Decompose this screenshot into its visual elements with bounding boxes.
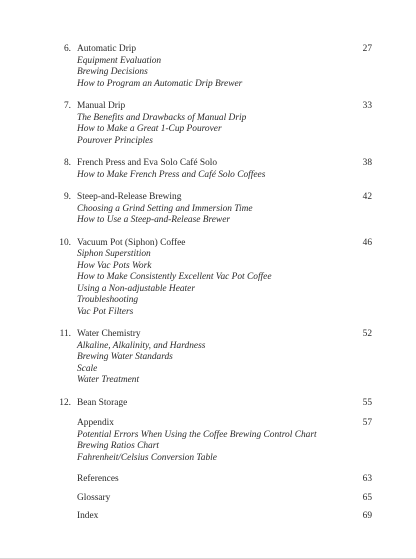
page-number: 69: [362, 511, 372, 521]
chapter-title: Appendix: [77, 418, 114, 428]
chapter-number: 10.: [59, 237, 71, 248]
section-title: Siphon Superstition: [77, 249, 151, 259]
page-number: 63: [362, 474, 372, 484]
section-list: [50, 113, 372, 148]
chapter-number: 12.: [59, 397, 71, 408]
page-number: 55: [362, 397, 372, 408]
section-title: Pourover Principles: [77, 135, 153, 146]
chapter-title: Index: [77, 511, 99, 521]
section-title: Scale: [77, 363, 98, 374]
section-list: [50, 430, 372, 465]
page-number: 52: [362, 329, 372, 339]
page-number: 42: [362, 192, 372, 202]
toc-entry-bean-storage: [50, 398, 372, 410]
section-list: [50, 341, 372, 387]
section-title: Vac Pot Filters: [77, 306, 134, 317]
chapter-title: Manual Drip: [77, 101, 126, 111]
chapter-title: Steep-and-Release Brewing: [77, 192, 182, 202]
toc-entry-water-chemistry: [50, 329, 372, 387]
chapter-title: Glossary: [77, 492, 111, 503]
page-number: 57: [362, 418, 372, 428]
page-number: 38: [362, 158, 372, 168]
toc-entry-index: [50, 511, 372, 523]
toc-entry-steep-and-release: [50, 192, 372, 227]
toc-entry-references: [50, 474, 372, 486]
toc-entry-appendix: [50, 418, 372, 464]
section-title: Fahrenheit/Celsius Conversion Table: [77, 452, 217, 463]
chapter-title: References: [77, 474, 119, 484]
table-of-contents: [50, 40, 372, 523]
toc-entry-glossary: [50, 493, 372, 505]
section-list: [50, 204, 372, 227]
section-title: Brewing Ratios Chart: [77, 441, 159, 451]
section-title: How to Make French Press and Café Solo Coffees: [77, 169, 266, 180]
section-list: [50, 56, 372, 91]
chapter-number: 8.: [63, 158, 71, 168]
page-number: 46: [362, 237, 372, 248]
section-title: How Vac Pots Work: [77, 260, 152, 271]
page-number: 27: [362, 44, 372, 54]
toc-entry-automatic-drip: [50, 44, 372, 90]
toc-entry-manual-drip: [50, 101, 372, 147]
chapter-title: French Press and Eva Solo Café Solo: [77, 158, 218, 168]
section-title: Troubleshooting: [77, 295, 139, 305]
toc-entry-french-press: [50, 158, 372, 181]
section-list: [50, 170, 372, 182]
section-title: How to Use a Steep-and-Release Brewer: [77, 215, 230, 225]
section-title: Brewing Water Standards: [77, 352, 173, 362]
section-title: Alkaline, Alkalinity, and Hardness: [77, 340, 206, 351]
section-list: [50, 249, 372, 318]
section-title: Potential Errors When Using the Coffee Brewing Control Chart: [77, 429, 317, 440]
section-title: The Benefits and Drawbacks of Manual Drip: [77, 112, 247, 123]
toc-entry-vacuum-pot: [50, 238, 372, 319]
chapter-number: 7.: [63, 101, 71, 111]
page-number: 65: [362, 492, 372, 503]
chapter-number: 9.: [63, 192, 71, 202]
section-title: How to Make Consistently Excellent Vac Pot Coffee: [77, 272, 272, 282]
chapter-title: Bean Storage: [77, 397, 128, 408]
section-title: Brewing Decisions: [77, 67, 148, 77]
chapter-title: Vacuum Pot (Siphon) Coffee: [77, 237, 186, 248]
page-number: 33: [362, 101, 372, 111]
chapter-title: Automatic Drip: [77, 44, 137, 54]
chapter-title: Water Chemistry: [77, 329, 141, 339]
section-title: Equipment Evaluation: [77, 55, 162, 66]
section-title: Using a Non-adjustable Heater: [77, 283, 195, 294]
section-title: How to Make a Great 1-Cup Pourover: [77, 124, 222, 134]
chapter-number: 6.: [63, 44, 71, 54]
section-title: How to Program an Automatic Drip Brewer: [77, 78, 243, 89]
chapter-number: 11.: [59, 329, 71, 339]
section-title: Choosing a Grind Setting and Immersion Time: [77, 203, 253, 214]
section-title: Water Treatment: [77, 375, 140, 385]
